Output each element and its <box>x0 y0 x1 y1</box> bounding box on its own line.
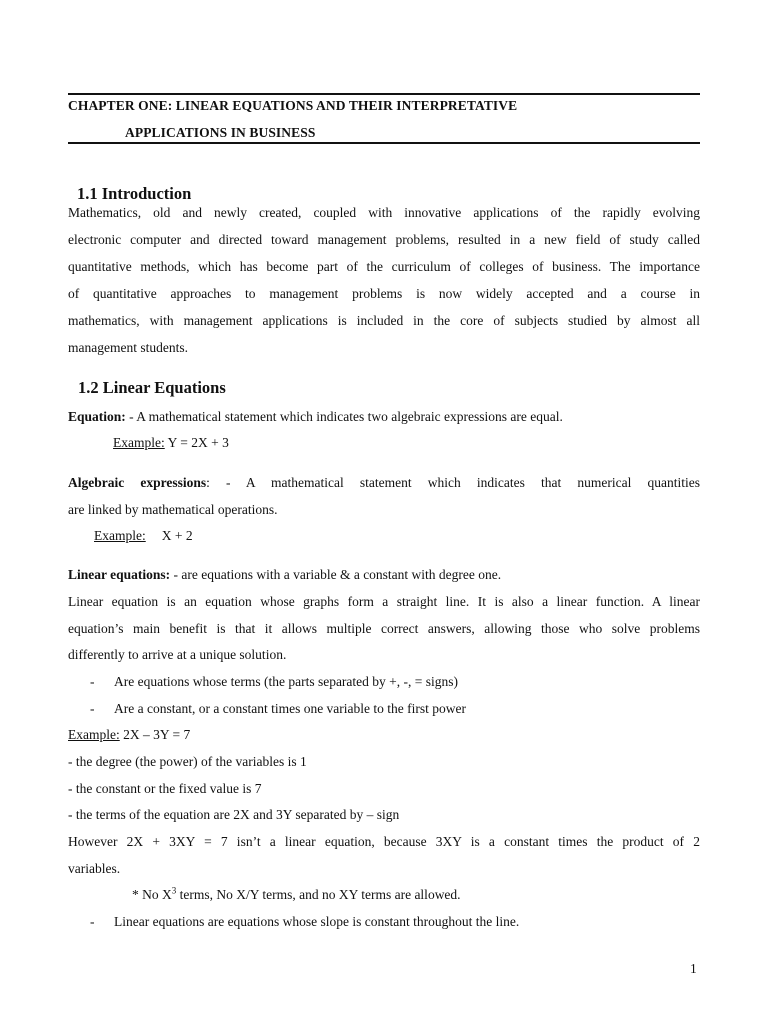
example-value: X + 2 <box>161 528 193 543</box>
example-label: Example: <box>68 727 120 742</box>
paragraph-line: differently to arrive at a unique solution. <box>68 647 287 662</box>
intro-line: management students. <box>68 340 188 355</box>
page-number: 1 <box>690 961 697 976</box>
linear-equations-term: Linear equations: <box>68 567 171 582</box>
paragraph-line: Linear equation is an equation whose graphs form a straight line. It is also a linear function. A linear <box>68 594 700 609</box>
however-line-2: variables. <box>68 861 121 876</box>
rule-note <box>132 887 461 903</box>
algebraic-def-text: : - A mathematical statement which indicates that numerical quantities <box>206 475 700 490</box>
bottom-rule <box>68 142 700 144</box>
example-value: Y = 2X + 3 <box>164 435 229 450</box>
example-2 <box>94 528 193 544</box>
note-line: - the constant or the fixed value is 7 <box>68 781 262 796</box>
top-rule <box>68 93 700 95</box>
linear-equations-def-text: - are equations with a variable & a constant with degree one. <box>170 567 502 582</box>
linear-equations-definition <box>68 567 501 583</box>
algebraic-term: Algebraic expressions <box>68 475 207 490</box>
example-label: Example: <box>113 435 165 450</box>
rule-superscript: 3 <box>171 885 177 896</box>
intro-line: quantitative methods, which has become part of the curriculum of colleges of business. The importance <box>68 259 700 274</box>
however-line-1: However 2X + 3XY = 7 isn’t a linear equation, because 3XY is a constant times the product of 2 <box>68 834 700 849</box>
intro-line: Mathematics, old and newly created, coupled with innovative applications of the rapidly evolving <box>68 205 700 220</box>
note-line: - the degree (the power) of the variables is 1 <box>68 754 307 769</box>
intro-line: electronic computer and directed toward management problems, resulted in a new field of study called <box>68 232 700 247</box>
algebraic-definition-line-2: are linked by mathematical operations. <box>68 502 278 517</box>
document-page <box>68 0 700 1024</box>
list-item: Linear equations are equations whose slope is constant throughout the line. <box>114 914 520 929</box>
example-label: Example: <box>94 528 146 543</box>
bullet-mark: - <box>90 914 95 929</box>
rule-prefix: * No X <box>132 887 172 902</box>
bullet-mark: - <box>90 674 95 689</box>
algebraic-definition-line-1 <box>68 475 700 491</box>
list-item: Are a constant, or a constant times one variable to the first power <box>114 701 467 716</box>
rule-suffix: terms, No X/Y terms, and no XY terms are allowed. <box>176 887 461 902</box>
equation-def-text: - A mathematical statement which indicates two algebraic expressions are equal. <box>125 409 563 424</box>
equation-term: Equation: <box>68 409 126 424</box>
example-1 <box>113 435 229 451</box>
note-line: - the terms of the equation are 2X and 3Y separated by – sign <box>68 807 400 822</box>
bullet-mark: - <box>90 701 95 716</box>
equation-definition <box>68 409 563 425</box>
example-3 <box>68 727 190 743</box>
intro-line: mathematics, with management applications is included in the core of subjects studied by almost all <box>68 313 700 328</box>
list-item: Are equations whose terms (the parts separated by +, -, = signs) <box>114 674 459 689</box>
paragraph-line: equation’s main benefit is that it allows multiple correct answers, allowing those who solve problems <box>68 621 700 636</box>
intro-line: of quantitative approaches to management problems is now widely accepted and a course in <box>68 286 700 301</box>
section-heading-introduction: 1.1 Introduction <box>77 184 192 203</box>
example-value: 2X – 3Y = 7 <box>119 727 191 742</box>
section-heading-linear-equations: 1.2 Linear Equations <box>78 378 226 397</box>
chapter-title-line-2: APPLICATIONS IN BUSINESS <box>125 125 316 140</box>
chapter-title-line-1: CHAPTER ONE: LINEAR EQUATIONS AND THEIR INTERPRETATIVE <box>68 98 518 113</box>
